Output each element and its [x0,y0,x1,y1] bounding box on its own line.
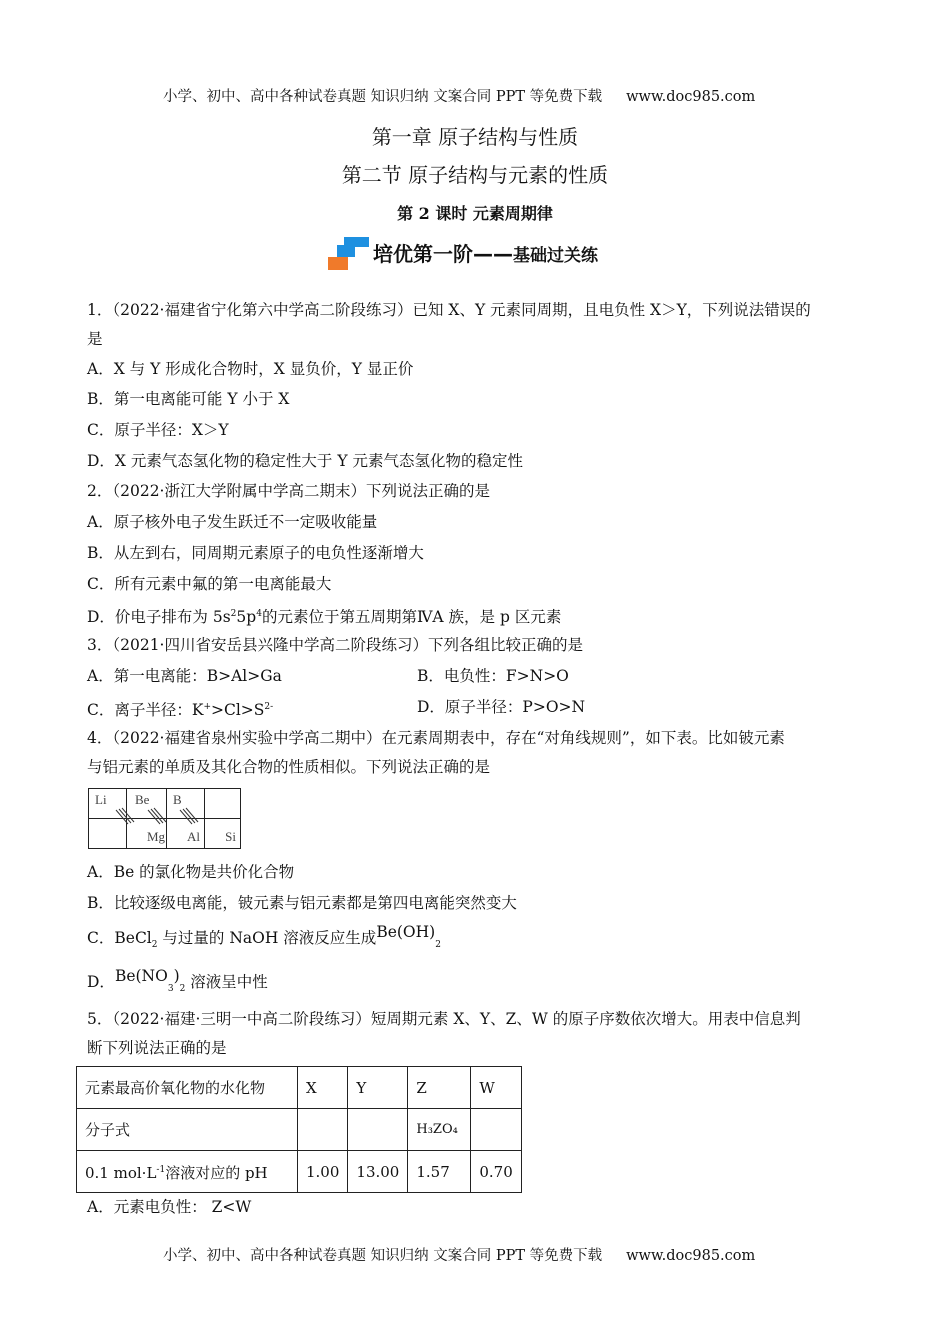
q4-option-a[interactable]: A．Be 的氯化物是共价化合物 [87,863,295,881]
t: -1 [156,1165,166,1175]
q2-stem: 2．（2022·浙江大学附属中学高二期末）下列说法正确的是 [87,482,490,500]
q1-option-a[interactable]: A．X 与 Y 形成化合物时，X 显负价，Y 显正价 [87,360,414,378]
q1-option-d[interactable]: D．X 元素气态氢化物的稳定性大于 Y 元素气态氢化物的稳定性 [87,452,523,470]
q5-data-table [76,1066,522,1193]
t: 2 [435,940,441,951]
t: 3 [167,984,174,995]
t: + [203,702,211,712]
q3-option-c[interactable] [87,697,273,720]
stairs-logo-icon [328,237,373,271]
q3-option-a[interactable]: A．第一电离能：B>Al>Ga [87,667,282,685]
q2-option-b[interactable]: B．从左到右，同周期元素原子的电负性逐渐增大 [87,544,424,562]
q1-stem: 1．（2022·福建省宁化第六中学高二阶段练习）已知 X、Y 元素同周期，且电负性 X＞Y，下列说法错误的 [87,301,811,319]
page-footer [163,1246,755,1266]
banner-title [373,244,598,266]
t: 与过量的 NaOH 溶液反应生成 [157,929,377,947]
t: 2 [230,609,237,619]
section-title: 第二节 原子结构与元素的性质 [341,163,609,187]
t: C．离子半径：K [87,701,204,720]
cell: Y [348,1067,408,1109]
banner-sub: 基础过关练 [513,246,598,266]
cell [77,1151,298,1193]
cell: Al [167,819,205,849]
footer-site-link[interactable]: www.doc985.com [626,1248,756,1264]
t: 5p [236,608,257,627]
cell: B [167,789,205,819]
t: 的元素位于第五周期第ⅣA 族，是 p 区元素 [261,608,562,627]
q3-stem: 3．（2021·四川省安岳县兴隆中学高二阶段练习）下列各组比较正确的是 [87,636,583,654]
cell: Li [89,789,127,819]
cell: H₃ZO₄ [408,1109,471,1151]
cell: W [471,1067,521,1109]
q4-stem: 4．（2022·福建省泉州实验中学高二期中）在元素周期表中，存在“对角线规则”，如下表。比如铍元素 [87,729,785,747]
banner [328,237,668,273]
cell [348,1109,408,1151]
footer-text: 小学、初中、高中各种试卷真题 知识归纳 文案合同 PPT 等免费下载 [163,1248,603,1264]
diagonal-arrows-icon [88,788,218,848]
lesson-title: 第 2 课时 元素周期律 [397,204,553,223]
cell: 13.00 [348,1151,408,1193]
t: C． [87,929,115,947]
page-header [163,87,755,107]
cell [471,1109,521,1151]
q1-option-c[interactable]: C．原子半径：X＞Y [87,421,229,439]
q4-option-b[interactable]: B．比较逐级电离能，铍元素与铝元素都是第四电离能突然变大 [87,894,517,912]
t: 2- [264,702,274,712]
t: Be(OH) [376,923,436,941]
cell: 1.57 [408,1151,471,1193]
t: D．价电子排布为 5s [87,608,231,627]
q4-stem-cont: 与铝元素的单质及其化合物的性质相似。下列说法正确的是 [87,758,491,776]
t: D． [87,973,115,991]
header-site-link[interactable]: www.doc985.com [626,89,756,105]
t: 2 [179,984,186,995]
q5-option-a[interactable]: A．元素电负性： Z<W [87,1198,252,1216]
q1-stem-cont: 是 [87,330,103,348]
banner-main: 培优第一阶—— [373,242,513,266]
q5-stem-cont: 断下列说法正确的是 [87,1039,227,1057]
t: 溶液呈中性 [185,973,268,991]
cell: 分子式 [77,1109,298,1151]
t: ) [173,967,180,985]
q4-option-c[interactable] [87,923,441,955]
t: BeCl [114,929,152,947]
q2-option-a[interactable]: A．原子核外电子发生跃迁不一定吸收能量 [87,513,378,531]
header-text: 小学、初中、高中各种试卷真题 知识归纳 文案合同 PPT 等免费下载 [163,89,603,105]
cell: Si [205,819,241,849]
t: >Cl>S [211,701,265,720]
t: Be(NO [114,967,168,985]
q2-option-d[interactable] [87,604,561,627]
periodic-diagonal-table [88,788,241,849]
t: 溶液对应的 pH [165,1164,268,1182]
q3-option-d[interactable]: D．原子半径：P>O>N [417,698,586,716]
cell: Mg [127,819,167,849]
t: 2 [151,940,158,951]
q5-stem: 5．（2022·福建·三明一中高二阶段练习）短周期元素 X、Y、Z、W 的原子序数依次增大。用表中信息判 [87,1010,801,1028]
cell: 1.00 [298,1151,348,1193]
q3-option-b[interactable]: B．电负性：F>N>O [417,667,569,685]
q1-option-b[interactable]: B．第一电离能可能 Y 小于 X [87,390,290,408]
chapter-title: 第一章 原子结构与性质 [371,125,579,149]
cell: 元素最高价氧化物的水化物 [77,1067,298,1109]
t: 0.1 mol·L [85,1164,157,1182]
cell: Be [127,789,167,819]
cell: X [298,1067,348,1109]
cell: Z [408,1067,471,1109]
cell: 0.70 [471,1151,521,1193]
cell [298,1109,348,1151]
q2-option-c[interactable]: C．所有元素中氟的第一电离能最大 [87,575,332,593]
q4-option-d[interactable] [87,967,268,999]
t: 4 [256,609,262,619]
